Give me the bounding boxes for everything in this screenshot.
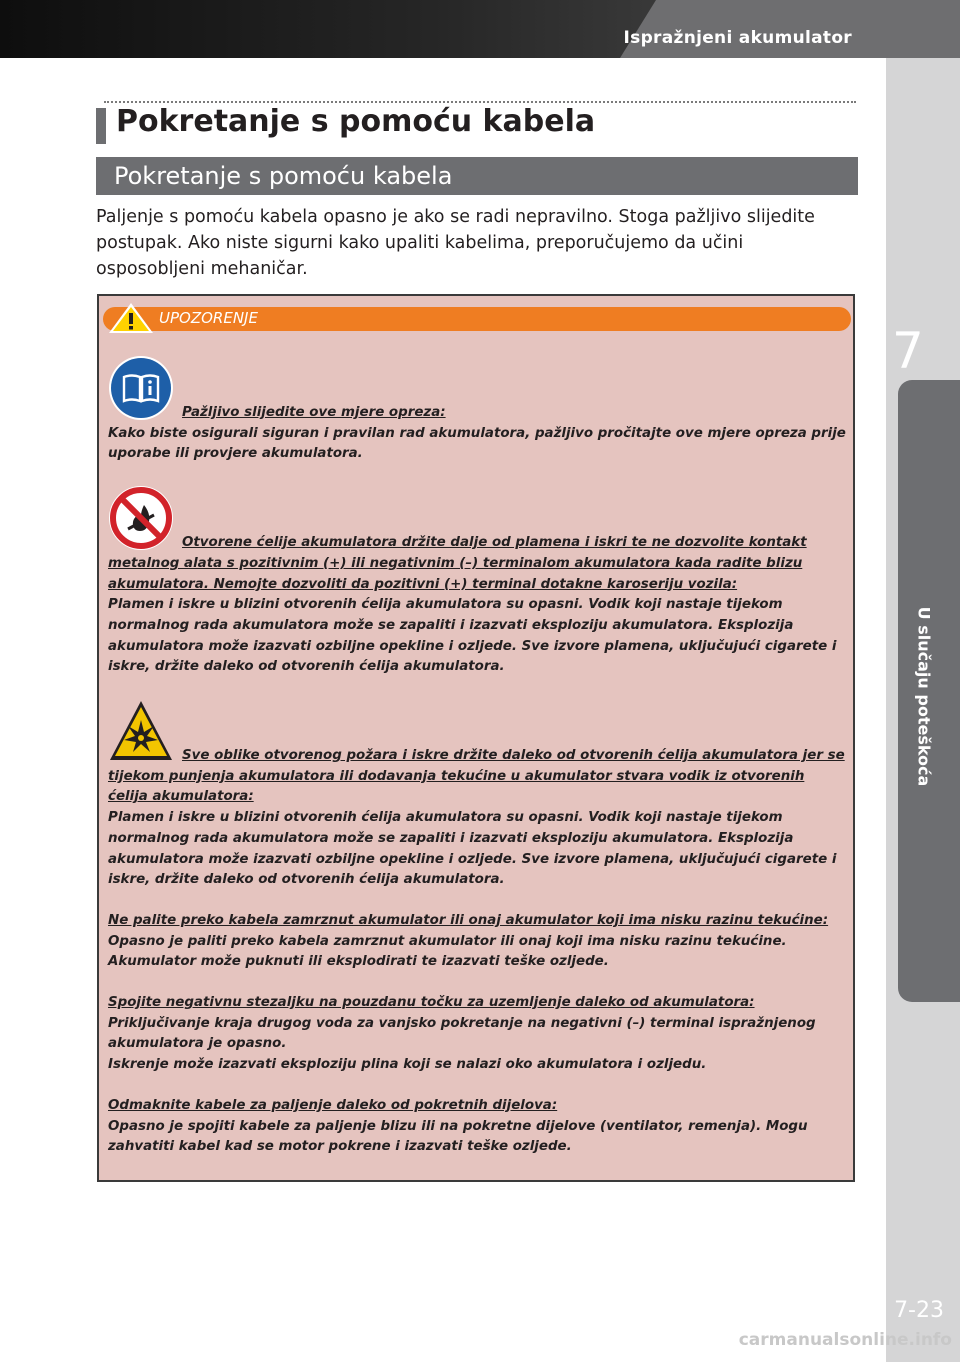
warning-label: UPOZORENJE (159, 309, 258, 327)
warning-item-title: Spojite negativnu stezaljku na pouzdanu točku za uzemljenje daleko od akumulatora: (108, 995, 755, 1011)
manual-book-icon (108, 355, 174, 421)
chapter-number: 7 (892, 322, 924, 380)
warning-item-text: Plamen i iskre u blizini otvorenih ćelija akumulatora su opasni. Vodik koji nastaje tijekom normalnog rada akumulatora može se zapaliti i izazvati eksploziju akumulatora. Eksplozija akumulatora može izazvati ozbiljne opekline i ozljede. Sve izvore plamena, uključujući cigarete i iskre, držite daleko od otvorenih ćelija akumulatora. (108, 597, 837, 675)
warning-item-text: Priključivanje kraja drugog voda za vanjsko pokretanje na negativni (–) terminal ispražnjenog akumulatora je opasno. (108, 1015, 816, 1052)
warning-item-title: Pažljivo slijedite ove mjere opreza: (182, 405, 446, 420)
warning-item-no-flame (108, 485, 848, 678)
warning-item-title: Otvorene ćelije akumulatora držite dalje od plamena i iskri te ne dozvolite kontakt metalnog alata s pozitivnim (+) ili negativnim (–) terminalom akumulatora kada radite blizu akumulatora. Nemojte dozvoliti da pozitivni (+) terminal dotakne karoseriju vozila: (108, 535, 807, 592)
warning-item-text: Opasno je spojiti kabele za paljenje blizu ili na pokretne dijelove (ventilator, remenja). Mogu zahvatiti kabel kad se motor pokrene i izazvati teške ozljede. (108, 1118, 808, 1155)
heading-accent-bar (96, 108, 106, 144)
warning-item-text: Opasno je paliti preko kabela zamrznut akumulator ili onaj koji ima nisku razinu tekućine. Akumulator može puknuti ili eksplodirati te izazvati teške ozljede. (108, 933, 787, 970)
chapter-label-text: U slučaju poteškoća (914, 606, 934, 786)
warning-item-text: Kako biste osigurali siguran i pravilan rad akumulatora, pažljivo pročitajte ove mjere opreza prije uporabe ili provjere akumulatora. (108, 425, 846, 462)
warning-item-title: Sve oblike otvorenog požara i iskre držite daleko od otvorenih ćelija akumulatora jer se tijekom punjenja akumulatora ili dodavanja tekućine u akumulator stvara vodik iz otvorenih ćelija akumulatora: (108, 748, 845, 805)
warning-triangle-icon (108, 302, 154, 334)
page-number: 7-23 (894, 1298, 944, 1323)
warning-item-text-2: Iskrenje može izazvati eksploziju plina koji se nalazi oko akumulatora i ozljedu. (108, 1057, 707, 1073)
warning-item-title: Ne palite preko kabela zamrznut akumulator ili onaj akumulator koji ima nisku razinu tekućine: (108, 912, 829, 928)
warning-item-ground-clamp (108, 993, 848, 1076)
subheading-title: Pokretanje s pomoću kabela (114, 162, 453, 190)
warning-item-text: Plamen i iskre u blizini otvorenih ćelija akumulatora su opasni. Vodik koji nastaje tijekom normalnog rada akumulatora može se zapaliti i izazvati eksploziju akumulatora. Eksplozija akumulatora može izazvati ozbiljne opekline i ozljede. Sve izvore plamena, uključujući cigarete i iskre, držite daleko od otvorenih ćelija akumulatora. (108, 810, 837, 888)
chapter-label (894, 586, 954, 806)
warning-item-explosion (108, 698, 848, 891)
heading-dotted-rule (104, 101, 856, 103)
warning-item-frozen-battery (108, 911, 848, 973)
warning-body (108, 355, 848, 1178)
section-title: Pokretanje s pomoću kabela (116, 104, 596, 139)
no-flame-icon (108, 485, 174, 551)
warning-item-read-manual (108, 355, 848, 465)
warning-item-moving-parts (108, 1096, 848, 1158)
watermark: carmanualsonline.info (738, 1330, 952, 1350)
intro-paragraph: Paljenje s pomoću kabela opasno je ako se radi nepravilno. Stoga pažljivo slijedite postupak. Ako niste sigurni kako upaliti kabelima, preporučujemo da učini osposobljeni mehaničar. (96, 207, 815, 279)
explosion-warning-icon (108, 698, 174, 764)
running-header-title: Ispražnjeni akumulator (623, 28, 852, 48)
warning-item-title: Odmaknite kabele za paljenje daleko od pokretnih dijelova: (108, 1097, 558, 1113)
